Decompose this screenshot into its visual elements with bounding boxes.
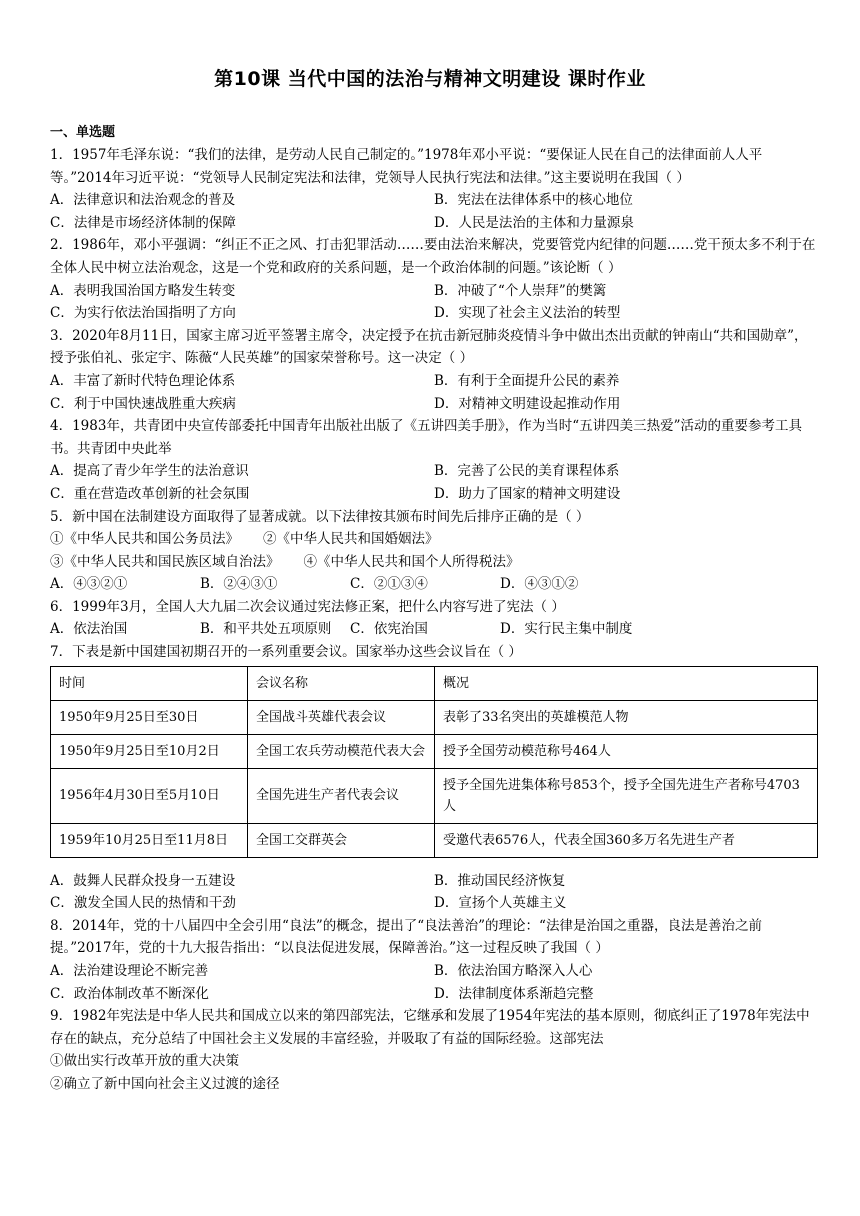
option-d: D．宣扬个人英雄主义 <box>434 895 567 912</box>
options <box>50 370 818 415</box>
item-row <box>50 551 818 574</box>
option-a: A．表明我国治国方略发生转变 <box>50 282 236 299</box>
options <box>50 960 818 1005</box>
options <box>50 189 818 234</box>
option-c: C．重在营造改革创新的社会氛围 <box>50 485 250 502</box>
question-4 <box>50 415 818 505</box>
question-text: 2．1986年，邓小平强调：“纠正不正之风、打击犯罪活动……要由法治来解决，党要管党内纪律的问题……党干预太多不利于在全体人民中树立法治观念，这是一个党和政府的关系问题，是一个政治体制的问题。”该论断（ ） <box>50 237 816 276</box>
item-row <box>50 528 818 551</box>
table-cell: 授予全国劳动模范称号464人 <box>435 734 818 768</box>
list-item: ①做出实行改革开放的重大决策 <box>50 1053 239 1070</box>
option-a: A．法治建设理论不断完善 <box>50 963 209 980</box>
option-a: A．④③②① <box>50 576 128 593</box>
option-b: B．宪法在法律体系中的核心地位 <box>434 192 633 209</box>
option-a: A．丰富了新时代特色理论体系 <box>50 372 236 389</box>
table-cell: 1950年9月25日至30日 <box>51 700 248 734</box>
question-text: 1．1957年毛泽东说：“我们的法律，是劳动人民自己制定的。”1978年邓小平说：“要保证人民在自己的法律面前人人平等。”2014年习近平说：“党领导人民制定宪法和法律，党领导人民执行宪法和法律。”这主要说明在我国（ ） <box>50 147 763 186</box>
question-2 <box>50 234 818 324</box>
option-d: D．实现了社会主义法治的转型 <box>434 305 621 322</box>
question-text: 6．1999年3月，全国人大九届二次会议通过宪法修正案，把什么内容写进了宪法（ ） <box>50 598 565 615</box>
table-header-row <box>51 666 818 700</box>
page-title: 第10课 当代中国的法治与精神文明建设 课时作业 <box>214 68 646 90</box>
table-cell: 全国工农兵劳动模范代表大会 <box>248 734 435 768</box>
option-c: C．法律是市场经济体制的保障 <box>50 214 236 231</box>
list-item: ④《中华人民共和国个人所得税法》 <box>303 553 520 570</box>
question-3 <box>50 325 818 415</box>
question-9 <box>50 1005 818 1095</box>
table-row <box>51 700 818 734</box>
option-b: B．完善了公民的美育课程体系 <box>434 463 620 480</box>
list-item: ③《中华人民共和国民族区域自治法》 <box>50 553 280 570</box>
question-5 <box>50 506 818 596</box>
option-c: C．政治体制改革不断深化 <box>50 985 209 1002</box>
table-row <box>51 823 818 857</box>
options <box>50 870 818 915</box>
option-b: B．和平共处五项原则 <box>200 621 332 638</box>
document-body <box>50 122 818 1096</box>
option-b: B．②④③① <box>200 576 278 593</box>
option-d: D．④③①② <box>500 576 579 593</box>
option-c: C．依宪治国 <box>350 621 428 638</box>
option-b: B．有利于全面提升公民的素养 <box>434 372 620 389</box>
table-cell: 全国战斗英雄代表会议 <box>248 700 435 734</box>
question-8 <box>50 915 818 1005</box>
table-cell: 授予全国先进集体称号853个，授予全国先进生产者称号4703人 <box>435 768 818 823</box>
table-cell: 全国先进生产者代表会议 <box>248 768 435 823</box>
question-text: 4．1983年，共青团中央宣传部委托中国青年出版社出版了《五讲四美手册》，作为当时“五讲四美三热爱”活动的重要参考工具书。共青团中央此举 <box>50 418 802 457</box>
question-7 <box>50 641 818 915</box>
section-heading: 一、单选题 <box>50 125 116 140</box>
table-cell: 受邀代表6576人，代表全国360多万名先进生产者 <box>435 823 818 857</box>
table-cell: 1959年10月25日至11月8日 <box>51 823 248 857</box>
option-c: C．②①③④ <box>350 576 428 593</box>
options <box>50 460 818 505</box>
table-row <box>51 734 818 768</box>
option-d: D．对精神文明建设起推动作用 <box>434 395 621 412</box>
question-text: 7．下表是新中国建国初期召开的一系列重要会议。国家举办这些会议旨在（ ） <box>50 644 522 661</box>
table-header: 会议名称 <box>248 666 435 700</box>
question-1 <box>50 144 818 234</box>
question-6 <box>50 596 818 641</box>
table-cell: 表彰了33名突出的英雄模范人物 <box>435 700 818 734</box>
option-d: D．助力了国家的精神文明建设 <box>434 485 621 502</box>
options <box>50 618 818 641</box>
table-header: 时间 <box>51 666 248 700</box>
question-text: 3．2020年8月11日，国家主席习近平签署主席令，决定授予在抗击新冠肺炎疫情斗争中做出杰出贡献的钟南山“共和国勋章”，授予张伯礼、张定宇、陈薇“人民英雄”的国家荣誉称号。这一决定（ ） <box>50 327 808 367</box>
option-d: D．法律制度体系渐趋完整 <box>434 985 594 1002</box>
option-c: C．激发全国人民的热情和干劲 <box>50 895 236 912</box>
option-b: B．冲破了“个人崇拜”的樊篱 <box>434 282 607 299</box>
option-d: D．人民是法治的主体和力量源泉 <box>434 214 634 231</box>
option-a: A．法律意识和法治观念的普及 <box>50 192 236 209</box>
table-cell: 全国工交群英会 <box>248 823 435 857</box>
question-text: 9．1982年宪法是中华人民共和国成立以来的第四部宪法，它继承和发展了1954年宪法的基本原则，彻底纠正了1978年宪法中存在的缺点，充分总结了中国社会主义发展的丰富经验，并吸取了有益的国际经验。这部宪法 <box>50 1008 810 1047</box>
meetings-table <box>50 666 818 858</box>
list-item: ②《中华人民共和国婚姻法》 <box>263 531 439 548</box>
table-header: 概况 <box>435 666 818 700</box>
options <box>50 280 818 325</box>
list-item: ①《中华人民共和国公务员法》 <box>50 531 239 548</box>
question-text: 5．新中国在法制建设方面取得了显著成就。以下法律按其颁布时间先后排序正确的是（ ） <box>50 508 590 525</box>
option-b: B．推动国民经济恢复 <box>434 872 566 889</box>
option-b: B．依法治国方略深入人心 <box>434 963 593 980</box>
option-c: C．利于中国快速战胜重大疾病 <box>50 395 236 412</box>
table-row <box>51 768 818 823</box>
options <box>50 573 818 596</box>
option-d: D．实行民主集中制度 <box>500 621 633 638</box>
table-cell: 1956年4月30日至5月10日 <box>51 768 248 823</box>
option-a: A．依法治国 <box>50 621 128 638</box>
option-a: A．鼓舞人民群众投身一五建设 <box>50 872 236 889</box>
option-c: C．为实行依法治国指明了方向 <box>50 305 236 322</box>
table-cell: 1950年9月25日至10月2日 <box>51 734 248 768</box>
list-item: ②确立了新中国向社会主义过渡的途径 <box>50 1076 280 1092</box>
option-a: A．提高了青少年学生的法治意识 <box>50 463 249 480</box>
question-text: 8．2014年，党的十八届四中全会引用“良法”的概念，提出了“良法善治”的理论：“法律是治国之重器，良法是善治之前提。”2017年，党的十九大报告指出：“以良法促进发展，保障善治。”这一过程反映了我国（ ） <box>50 917 762 957</box>
